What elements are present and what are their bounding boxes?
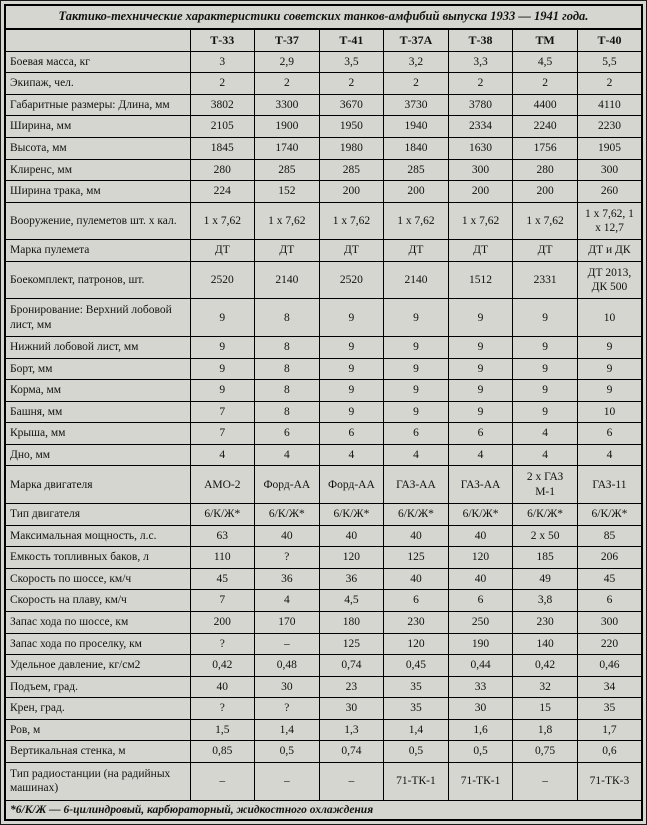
cell-value: 9 bbox=[448, 380, 513, 402]
table-row bbox=[5, 181, 642, 203]
cell-value: 1740 bbox=[255, 137, 320, 159]
table-row bbox=[5, 94, 642, 116]
cell-value: 7 bbox=[190, 401, 255, 423]
cell-value: 40 bbox=[255, 525, 320, 547]
cell-value: ДТ 2013, ДК 500 bbox=[577, 261, 642, 299]
cell-value: ? bbox=[255, 698, 320, 720]
cell-value: 260 bbox=[577, 181, 642, 203]
table-row bbox=[5, 719, 642, 741]
cell-value: 140 bbox=[513, 633, 578, 655]
row-label: Бронирование: Верхний лобовой лист, мм bbox=[5, 299, 190, 337]
cell-value: 200 bbox=[190, 611, 255, 633]
cell-value: 71-ТК-1 bbox=[384, 762, 449, 800]
cell-value: 9 bbox=[319, 299, 384, 337]
cell-value: 3780 bbox=[448, 94, 513, 116]
cell-value: 7 bbox=[190, 590, 255, 612]
cell-value: 7 bbox=[190, 423, 255, 445]
cell-value: 200 bbox=[448, 181, 513, 203]
row-label: Скорость по шоссе, км/ч bbox=[5, 568, 190, 590]
cell-value: 0,74 bbox=[319, 655, 384, 677]
cell-value: 4 bbox=[255, 444, 320, 466]
row-label: Марка пулемета bbox=[5, 240, 190, 262]
row-label: Подъем, град. bbox=[5, 676, 190, 698]
table-row bbox=[5, 590, 642, 612]
row-label: Максимальная мощность, л.с. bbox=[5, 525, 190, 547]
table-row bbox=[5, 698, 642, 720]
row-label: Запас хода по шоссе, км bbox=[5, 611, 190, 633]
cell-value: 8 bbox=[255, 299, 320, 337]
cell-value: 110 bbox=[190, 547, 255, 569]
cell-value: 34 bbox=[577, 676, 642, 698]
cell-value: 2 bbox=[577, 73, 642, 95]
cell-value: 2 х 50 bbox=[513, 525, 578, 547]
cell-value: 1 х 7,62 bbox=[255, 202, 320, 240]
cell-value: 1,4 bbox=[255, 719, 320, 741]
cell-value: 45 bbox=[577, 568, 642, 590]
row-label: Тип двигателя bbox=[5, 504, 190, 526]
cell-value: 8 bbox=[255, 380, 320, 402]
cell-value: 0,44 bbox=[448, 655, 513, 677]
table-row bbox=[5, 380, 642, 402]
cell-value: 6 bbox=[384, 590, 449, 612]
cell-value: 125 bbox=[384, 547, 449, 569]
cell-value: 180 bbox=[319, 611, 384, 633]
title-row bbox=[5, 5, 642, 29]
row-label: Вооружение, пулеметов шт. х кал. bbox=[5, 202, 190, 240]
cell-value: 3,3 bbox=[448, 51, 513, 73]
cell-value: 1940 bbox=[384, 116, 449, 138]
table-row bbox=[5, 401, 642, 423]
cell-value: 9 bbox=[384, 358, 449, 380]
cell-value: 0,75 bbox=[513, 741, 578, 763]
cell-value: 9 bbox=[319, 358, 384, 380]
cell-value: 9 bbox=[384, 401, 449, 423]
cell-value: 1 х 7,62 bbox=[513, 202, 578, 240]
cell-value: 190 bbox=[448, 633, 513, 655]
row-label: Марка двигателя bbox=[5, 466, 190, 504]
cell-value: 1,6 bbox=[448, 719, 513, 741]
cell-value: 300 bbox=[448, 159, 513, 181]
cell-value: 35 bbox=[384, 676, 449, 698]
cell-value: – bbox=[190, 762, 255, 800]
column-header: Т-33 bbox=[190, 29, 255, 52]
cell-value: 1,5 bbox=[190, 719, 255, 741]
cell-value: 6 bbox=[577, 423, 642, 445]
cell-value: 3730 bbox=[384, 94, 449, 116]
cell-value: 4400 bbox=[513, 94, 578, 116]
cell-value: 4110 bbox=[577, 94, 642, 116]
table-row bbox=[5, 762, 642, 800]
cell-value: 40 bbox=[448, 525, 513, 547]
cell-value: 125 bbox=[319, 633, 384, 655]
cell-value: 0,5 bbox=[384, 741, 449, 763]
cell-value: ДТ bbox=[384, 240, 449, 262]
cell-value: 6 bbox=[448, 590, 513, 612]
row-label: Крен, град. bbox=[5, 698, 190, 720]
cell-value: 9 bbox=[190, 336, 255, 358]
cell-value: 2140 bbox=[384, 261, 449, 299]
row-label: Корма, мм bbox=[5, 380, 190, 402]
cell-value: 9 bbox=[513, 358, 578, 380]
table-row bbox=[5, 159, 642, 181]
cell-value: 2334 bbox=[448, 116, 513, 138]
cell-value: 9 bbox=[448, 336, 513, 358]
cell-value: 4 bbox=[448, 444, 513, 466]
cell-value: ДТ bbox=[319, 240, 384, 262]
row-label: Крыша, мм bbox=[5, 423, 190, 445]
cell-value: 0,42 bbox=[513, 655, 578, 677]
table-row bbox=[5, 504, 642, 526]
cell-value: 2140 bbox=[255, 261, 320, 299]
table-title: Тактико-технические характеристики советских танков-амфибий выпуска 1933 — 1941 года. bbox=[5, 5, 642, 29]
row-label: Вертикальная стенка, м bbox=[5, 741, 190, 763]
row-label: Ров, м bbox=[5, 719, 190, 741]
footnote-row bbox=[5, 800, 642, 820]
column-header: Т-37А bbox=[384, 29, 449, 52]
cell-value: 0,5 bbox=[448, 741, 513, 763]
header-row bbox=[5, 29, 642, 52]
cell-value: 9 bbox=[384, 380, 449, 402]
table-row bbox=[5, 466, 642, 504]
cell-value: 220 bbox=[577, 633, 642, 655]
cell-value: 6 bbox=[255, 423, 320, 445]
table-row bbox=[5, 336, 642, 358]
cell-value: 3670 bbox=[319, 94, 384, 116]
table-row bbox=[5, 51, 642, 73]
row-label: Экипаж, чел. bbox=[5, 73, 190, 95]
cell-value: 1512 bbox=[448, 261, 513, 299]
cell-value: 2331 bbox=[513, 261, 578, 299]
cell-value: 9 bbox=[513, 380, 578, 402]
cell-value: 4 bbox=[513, 423, 578, 445]
cell-value: 280 bbox=[190, 159, 255, 181]
cell-value: 10 bbox=[577, 299, 642, 337]
cell-value: ДТ bbox=[255, 240, 320, 262]
cell-value: 300 bbox=[577, 611, 642, 633]
table-row bbox=[5, 73, 642, 95]
cell-value: 4 bbox=[577, 444, 642, 466]
cell-value: 2 bbox=[190, 73, 255, 95]
cell-value: 6/К/Ж* bbox=[190, 504, 255, 526]
table-row bbox=[5, 444, 642, 466]
cell-value: 120 bbox=[448, 547, 513, 569]
cell-value: 2 bbox=[384, 73, 449, 95]
cell-value: 2,9 bbox=[255, 51, 320, 73]
column-header: Т-38 bbox=[448, 29, 513, 52]
row-label: Тип радиостанции (на радийных машинах) bbox=[5, 762, 190, 800]
cell-value: 3,2 bbox=[384, 51, 449, 73]
column-header: Т-41 bbox=[319, 29, 384, 52]
cell-value: 9 bbox=[384, 336, 449, 358]
cell-value: 0,48 bbox=[255, 655, 320, 677]
cell-value: 1,4 bbox=[384, 719, 449, 741]
table-row bbox=[5, 116, 642, 138]
cell-value: 9 bbox=[448, 401, 513, 423]
cell-value: 35 bbox=[577, 698, 642, 720]
cell-value: 9 bbox=[384, 299, 449, 337]
table-row bbox=[5, 655, 642, 677]
cell-value: Форд-АА bbox=[319, 466, 384, 504]
cell-value: 2520 bbox=[319, 261, 384, 299]
cell-value: 9 bbox=[577, 358, 642, 380]
corner-cell bbox=[5, 29, 190, 52]
cell-value: 185 bbox=[513, 547, 578, 569]
cell-value: 0,45 bbox=[384, 655, 449, 677]
cell-value: 1840 bbox=[384, 137, 449, 159]
row-label: Боекомплект, патронов, шт. bbox=[5, 261, 190, 299]
cell-value: 40 bbox=[319, 525, 384, 547]
cell-value: 9 bbox=[513, 336, 578, 358]
cell-value: 30 bbox=[448, 698, 513, 720]
cell-value: ГАЗ-АА bbox=[384, 466, 449, 504]
cell-value: 6/К/Ж* bbox=[577, 504, 642, 526]
cell-value: 2 х ГАЗ М-1 bbox=[513, 466, 578, 504]
row-label: Ширина, мм bbox=[5, 116, 190, 138]
cell-value: 1845 bbox=[190, 137, 255, 159]
cell-value: 9 bbox=[513, 401, 578, 423]
cell-value: 3,5 bbox=[319, 51, 384, 73]
cell-value: 2 bbox=[448, 73, 513, 95]
cell-value: 49 bbox=[513, 568, 578, 590]
row-label: Башня, мм bbox=[5, 401, 190, 423]
cell-value: 6/К/Ж* bbox=[448, 504, 513, 526]
cell-value: 1980 bbox=[319, 137, 384, 159]
cell-value: 1,8 bbox=[513, 719, 578, 741]
cell-value: 32 bbox=[513, 676, 578, 698]
cell-value: 40 bbox=[448, 568, 513, 590]
cell-value: 30 bbox=[319, 698, 384, 720]
cell-value: 200 bbox=[513, 181, 578, 203]
cell-value: 3300 bbox=[255, 94, 320, 116]
cell-value: 1 х 7,62 bbox=[319, 202, 384, 240]
cell-value: 200 bbox=[384, 181, 449, 203]
column-header: Т-40 bbox=[577, 29, 642, 52]
cell-value: 4 bbox=[190, 444, 255, 466]
cell-value: 9 bbox=[319, 380, 384, 402]
cell-value: 285 bbox=[319, 159, 384, 181]
cell-value: 0,85 bbox=[190, 741, 255, 763]
cell-value: 10 bbox=[577, 401, 642, 423]
cell-value: 285 bbox=[384, 159, 449, 181]
row-label: Высота, мм bbox=[5, 137, 190, 159]
cell-value: 63 bbox=[190, 525, 255, 547]
cell-value: 40 bbox=[384, 525, 449, 547]
cell-value: 1,3 bbox=[319, 719, 384, 741]
cell-value: 36 bbox=[255, 568, 320, 590]
cell-value: АМО-2 bbox=[190, 466, 255, 504]
cell-value: 1756 bbox=[513, 137, 578, 159]
cell-value: 8 bbox=[255, 336, 320, 358]
cell-value: 9 bbox=[513, 299, 578, 337]
cell-value: Форд-АА bbox=[255, 466, 320, 504]
cell-value: – bbox=[255, 633, 320, 655]
table-row bbox=[5, 358, 642, 380]
cell-value: 3802 bbox=[190, 94, 255, 116]
cell-value: 0,6 bbox=[577, 741, 642, 763]
cell-value: 2105 bbox=[190, 116, 255, 138]
cell-value: 40 bbox=[190, 676, 255, 698]
row-label: Емкость топливных баков, л bbox=[5, 547, 190, 569]
cell-value: 4 bbox=[384, 444, 449, 466]
row-label: Борт, мм bbox=[5, 358, 190, 380]
footnote: *6/К/Ж — 6-цилиндровый, карбюраторный, жидкостного охлаждения bbox=[5, 800, 642, 820]
cell-value: 6 bbox=[448, 423, 513, 445]
cell-value: 0,42 bbox=[190, 655, 255, 677]
cell-value: 9 bbox=[190, 299, 255, 337]
cell-value: 9 bbox=[319, 336, 384, 358]
row-label: Клиренс, мм bbox=[5, 159, 190, 181]
cell-value: 9 bbox=[577, 336, 642, 358]
cell-value: 9 bbox=[190, 380, 255, 402]
table-row bbox=[5, 676, 642, 698]
cell-value: – bbox=[255, 762, 320, 800]
cell-value: 35 bbox=[384, 698, 449, 720]
cell-value: 230 bbox=[384, 611, 449, 633]
cell-value: 6 bbox=[384, 423, 449, 445]
cell-value: 9 bbox=[577, 380, 642, 402]
cell-value: 3 bbox=[190, 51, 255, 73]
cell-value: ДТ и ДК bbox=[577, 240, 642, 262]
cell-value: ? bbox=[190, 698, 255, 720]
table-row bbox=[5, 423, 642, 445]
cell-value: 152 bbox=[255, 181, 320, 203]
table-row bbox=[5, 240, 642, 262]
table-row bbox=[5, 202, 642, 240]
table-row bbox=[5, 299, 642, 337]
cell-value: – bbox=[513, 762, 578, 800]
cell-value: 2 bbox=[319, 73, 384, 95]
cell-value: 300 bbox=[577, 159, 642, 181]
cell-value: 0,46 bbox=[577, 655, 642, 677]
cell-value: 45 bbox=[190, 568, 255, 590]
cell-value: 33 bbox=[448, 676, 513, 698]
cell-value: 230 bbox=[513, 611, 578, 633]
cell-value: 224 bbox=[190, 181, 255, 203]
cell-value: 6/К/Ж* bbox=[513, 504, 578, 526]
cell-value: 250 bbox=[448, 611, 513, 633]
row-label: Нижний лобовой лист, мм bbox=[5, 336, 190, 358]
cell-value: 8 bbox=[255, 358, 320, 380]
cell-value: ДТ bbox=[513, 240, 578, 262]
cell-value: ГАЗ-11 bbox=[577, 466, 642, 504]
table-row bbox=[5, 261, 642, 299]
table-row bbox=[5, 741, 642, 763]
table-row bbox=[5, 611, 642, 633]
cell-value: ГАЗ-АА bbox=[448, 466, 513, 504]
row-label: Боевая масса, кг bbox=[5, 51, 190, 73]
table-row bbox=[5, 137, 642, 159]
cell-value: 0,74 bbox=[319, 741, 384, 763]
cell-value: 6/К/Ж* bbox=[384, 504, 449, 526]
cell-value: ? bbox=[255, 547, 320, 569]
cell-value: 1 х 7,62 bbox=[190, 202, 255, 240]
cell-value: ДТ bbox=[448, 240, 513, 262]
cell-value: ДТ bbox=[190, 240, 255, 262]
cell-value: 36 bbox=[319, 568, 384, 590]
cell-value: 1900 bbox=[255, 116, 320, 138]
cell-value: 5,5 bbox=[577, 51, 642, 73]
cell-value: 71-ТК-3 bbox=[577, 762, 642, 800]
table-row bbox=[5, 547, 642, 569]
cell-value: 23 bbox=[319, 676, 384, 698]
cell-value: 2 bbox=[513, 73, 578, 95]
cell-value: 4 bbox=[255, 590, 320, 612]
cell-value: 2520 bbox=[190, 261, 255, 299]
cell-value: 0,5 bbox=[255, 741, 320, 763]
cell-value: 2240 bbox=[513, 116, 578, 138]
column-header: ТМ bbox=[513, 29, 578, 52]
cell-value: 206 bbox=[577, 547, 642, 569]
specs-table bbox=[4, 4, 643, 821]
column-header: Т-37 bbox=[255, 29, 320, 52]
cell-value: 170 bbox=[255, 611, 320, 633]
cell-value: 9 bbox=[448, 358, 513, 380]
cell-value: 2230 bbox=[577, 116, 642, 138]
cell-value: 1630 bbox=[448, 137, 513, 159]
cell-value: 6 bbox=[577, 590, 642, 612]
cell-value: 15 bbox=[513, 698, 578, 720]
cell-value: 4,5 bbox=[319, 590, 384, 612]
cell-value: 4 bbox=[319, 444, 384, 466]
cell-value: 4 bbox=[513, 444, 578, 466]
cell-value: 2 bbox=[255, 73, 320, 95]
cell-value: 1905 bbox=[577, 137, 642, 159]
cell-value: 1 х 7,62 bbox=[448, 202, 513, 240]
table-row bbox=[5, 525, 642, 547]
table-row bbox=[5, 633, 642, 655]
table-body bbox=[5, 51, 642, 800]
cell-value: 120 bbox=[319, 547, 384, 569]
cell-value: 1 х 7,62 bbox=[384, 202, 449, 240]
cell-value: 120 bbox=[384, 633, 449, 655]
cell-value: – bbox=[319, 762, 384, 800]
cell-value: 71-ТК-1 bbox=[448, 762, 513, 800]
row-label: Скорость на плаву, км/ч bbox=[5, 590, 190, 612]
row-label: Дно, мм bbox=[5, 444, 190, 466]
row-label: Удельное давление, кг/см2 bbox=[5, 655, 190, 677]
cell-value: 280 bbox=[513, 159, 578, 181]
cell-value: 6/К/Ж* bbox=[255, 504, 320, 526]
row-label: Ширина трака, мм bbox=[5, 181, 190, 203]
row-label: Габаритные размеры: Длина, мм bbox=[5, 94, 190, 116]
cell-value: 1950 bbox=[319, 116, 384, 138]
cell-value: 3,8 bbox=[513, 590, 578, 612]
cell-value: 285 bbox=[255, 159, 320, 181]
cell-value: 9 bbox=[448, 299, 513, 337]
cell-value: 9 bbox=[319, 401, 384, 423]
cell-value: 1 х 7,62, 1 х 12,7 bbox=[577, 202, 642, 240]
cell-value: 6 bbox=[319, 423, 384, 445]
cell-value: 1,7 bbox=[577, 719, 642, 741]
cell-value: 8 bbox=[255, 401, 320, 423]
cell-value: 30 bbox=[255, 676, 320, 698]
cell-value: ? bbox=[190, 633, 255, 655]
row-label: Запас хода по проселку, км bbox=[5, 633, 190, 655]
cell-value: 6/К/Ж* bbox=[319, 504, 384, 526]
table-row bbox=[5, 568, 642, 590]
cell-value: 4,5 bbox=[513, 51, 578, 73]
cell-value: 85 bbox=[577, 525, 642, 547]
cell-value: 200 bbox=[319, 181, 384, 203]
cell-value: 9 bbox=[190, 358, 255, 380]
cell-value: 40 bbox=[384, 568, 449, 590]
